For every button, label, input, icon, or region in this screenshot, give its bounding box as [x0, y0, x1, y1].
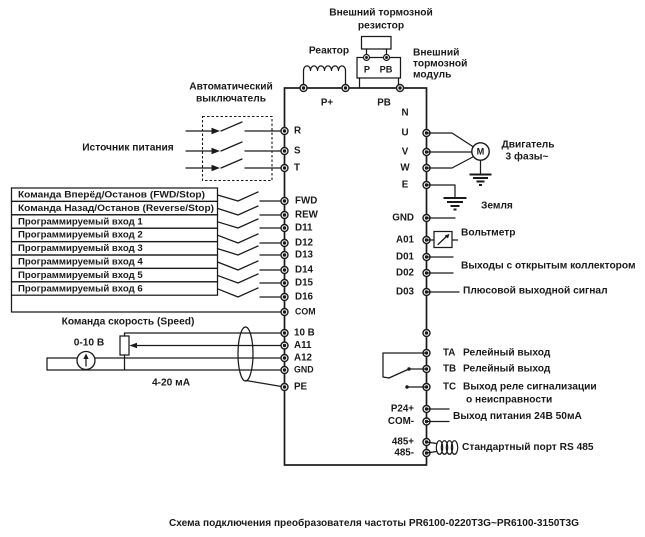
relay-output-label-2: Релейный выход: [463, 363, 551, 375]
com-return-wire: [12, 295, 285, 312]
terminal-dot-rew: [281, 212, 288, 219]
terminal-dot-10v: [281, 330, 288, 337]
relay-contact-dot: [407, 367, 410, 370]
switch-fwd: [218, 192, 285, 201]
arrow-icon: [212, 148, 221, 154]
terminal-ta-label: TA: [443, 347, 456, 359]
terminal-d13-label: D13: [295, 249, 313, 261]
terminal-dot-t: [281, 165, 288, 172]
relay-contact-symbol: [383, 353, 427, 389]
terminal-d14-label: D14: [295, 264, 313, 276]
terminal-a12-label: A12: [294, 352, 312, 364]
motor-label-2: 3 фазы~: [505, 151, 549, 163]
terminal-pe-label: PE: [294, 381, 308, 393]
bus-pb-label: PB: [377, 97, 391, 109]
terminal-dot-d15: [281, 280, 288, 287]
input-label-d14: Программируемый вход 4: [18, 256, 143, 268]
terminal-d16-label: D16: [295, 291, 313, 303]
terminal-p24-label: P24+: [390, 403, 414, 415]
terminal-a01-label: A01: [396, 234, 414, 246]
terminal-dot-gnd-left: [281, 367, 288, 374]
earth-label: Земля: [481, 200, 513, 212]
mains-switch-r: [186, 122, 285, 134]
open-collector-label: Выходы с открытым коллектором: [461, 260, 636, 272]
motor-label-1: Двигатель: [501, 139, 555, 151]
earth-wire: [427, 185, 456, 197]
input-label-d15: Программируемый вход 5: [18, 269, 143, 281]
brake-module-label-1: Внешний: [413, 47, 460, 59]
switch-d16: [218, 288, 285, 297]
switch-blade: [221, 142, 242, 151]
terminal-dot-unlabeled: [423, 330, 430, 337]
earth-connection: [427, 185, 467, 210]
terminal-dot-p-plus: [300, 85, 307, 92]
terminal-d02-label: D02: [396, 267, 414, 279]
shield-to-pe-wire: [246, 381, 285, 388]
cable-shield-symbol: [238, 327, 253, 381]
voltmeter-label: Вольтметр: [461, 227, 516, 239]
terminal-10v-label: 10 В: [294, 327, 315, 339]
terminal-s-label: S: [294, 145, 301, 157]
terminal-n-label: N: [401, 107, 409, 119]
bus-p-plus-label: P+: [320, 97, 334, 109]
input-label-fwd: Команда Вперёд/Останов (FWD/Stop): [18, 189, 205, 201]
resistor-body: [362, 37, 392, 50]
terminal-dot-fwd: [281, 198, 288, 205]
switch-blade: [221, 159, 242, 168]
terminal-dot-a11: [281, 342, 288, 349]
terminal-dot-a12: [281, 355, 288, 362]
brake-module-label-2: тормозной: [413, 58, 468, 70]
terminal-tb-label: TB: [443, 363, 457, 375]
module-terminal-p: [364, 55, 370, 61]
breaker-label-2: выключатель: [196, 93, 266, 105]
terminal-dot-d13: [281, 252, 288, 259]
diagram-caption: Схема подключения преобразователя частоты PR6100-0220T3G~PR6100-3150T3G: [169, 516, 579, 529]
terminal-r-label: R: [294, 125, 302, 137]
fault-relay-label-1: Выход реле сигнализации: [463, 381, 597, 393]
motor-ground-icon: [470, 175, 492, 186]
wire-u: [427, 133, 473, 147]
reactor-label: Реактор: [308, 45, 350, 57]
power-source-label: Источник питания: [82, 142, 174, 154]
motor-m-label: M: [476, 146, 485, 157]
switch-d12: [218, 234, 285, 243]
arrow-icon: [212, 165, 221, 171]
terminal-v-label: V: [401, 146, 409, 158]
brake-module-label-3: модуль: [413, 69, 452, 81]
brake-resistor-label-2: резистор: [357, 20, 405, 32]
speed-command-label: Команда скорость (Speed): [61, 316, 195, 328]
terminal-a11-label: A11: [294, 340, 312, 352]
switch-blade: [221, 122, 242, 131]
terminal-com-minus-label: COM-: [387, 416, 414, 428]
relay-contact-dot: [405, 385, 408, 388]
current-range-label: 4-20 мА: [151, 377, 191, 389]
earth-ground-icon: [444, 198, 467, 210]
terminal-e-label: E: [401, 179, 409, 191]
reactor-coil: [304, 66, 346, 71]
terminal-t-label: T: [294, 162, 300, 174]
relay-blade: [389, 369, 409, 378]
terminal-d15-label: D15: [295, 277, 313, 289]
terminal-tc-label: TC: [443, 381, 457, 393]
terminal-dot-d16: [281, 294, 288, 301]
terminal-d11-label: D11: [295, 222, 313, 234]
terminal-485p-label: 485+: [391, 436, 414, 448]
terminal-dot-com: [281, 309, 288, 316]
switch-d13: [218, 246, 285, 255]
input-label-rew: Команда Назад/Останов (Reverse/Stop): [18, 202, 214, 214]
relay-common-wire: [383, 353, 427, 378]
input-label-d11: Программируемый вход 1: [18, 216, 143, 228]
breaker-label-1: Автоматический: [189, 81, 273, 93]
fault-relay-label-2: о неисправности: [466, 394, 553, 406]
module-terminal-pb: [384, 55, 390, 61]
module-pb-label: PB: [379, 64, 393, 75]
switch-d14: [218, 261, 285, 270]
input-switches: [218, 192, 285, 297]
terminal-rew-label: REW: [295, 209, 318, 221]
potentiometer: [120, 336, 129, 355]
brake-resistor-label-1: Внешний тормозной: [329, 7, 433, 19]
mains-switch-t: [186, 159, 285, 171]
terminal-dot-mid: [342, 85, 349, 92]
switch-d15: [218, 274, 285, 283]
terminal-u-label: U: [401, 127, 409, 139]
plus-signal-label: Плюсовой выходной сигнал: [463, 285, 608, 297]
terminal-d12-label: D12: [295, 237, 313, 249]
switch-rew: [218, 206, 285, 215]
terminal-dot-pe: [281, 384, 288, 391]
motor-wiring: [427, 133, 492, 185]
reactor-symbol: [304, 66, 346, 88]
rs485-twisted-pair-symbol: [427, 441, 458, 455]
terminal-dot-d14: [281, 267, 288, 274]
arrow-icon: [212, 128, 221, 134]
terminal-dot-s: [281, 148, 288, 155]
terminal-com-label: COM: [295, 306, 316, 317]
rs485-port-label: Стандартный порт RS 485: [462, 442, 594, 454]
terminal-d01-label: D01: [396, 251, 414, 263]
module-p-label: P: [363, 64, 371, 75]
terminal-dot-pb: [397, 85, 404, 92]
terminal-d03-label: D03: [396, 286, 414, 298]
wire-w: [427, 157, 473, 168]
input-label-d12: Программируемый вход 2: [18, 229, 143, 241]
terminal-gnd-left-label: GND: [294, 364, 314, 375]
power-output-label: Выход питания 24В 50мА: [453, 411, 582, 423]
input-label-d13: Программируемый вход 3: [18, 243, 143, 255]
relay-output-label-1: Релейный выход: [463, 347, 551, 359]
terminal-w-label: W: [400, 162, 410, 174]
voltmeter-symbol: [428, 232, 458, 248]
voltage-range-label: 0-10 В: [73, 337, 105, 349]
mains-switch-s: [186, 142, 285, 154]
terminal-dot-r: [281, 128, 288, 135]
terminal-485m-label: 485-: [394, 447, 414, 459]
terminal-fwd-label: FWD: [295, 195, 318, 207]
input-label-d16: Программируемый вход 6: [18, 283, 143, 295]
terminal-dot-d12: [281, 240, 288, 247]
pot-wiper-arrow-icon: [130, 343, 138, 348]
switch-d11: [218, 219, 285, 228]
terminal-dot-d11: [281, 225, 288, 232]
terminal-gnd-right-label: GND: [392, 212, 414, 224]
